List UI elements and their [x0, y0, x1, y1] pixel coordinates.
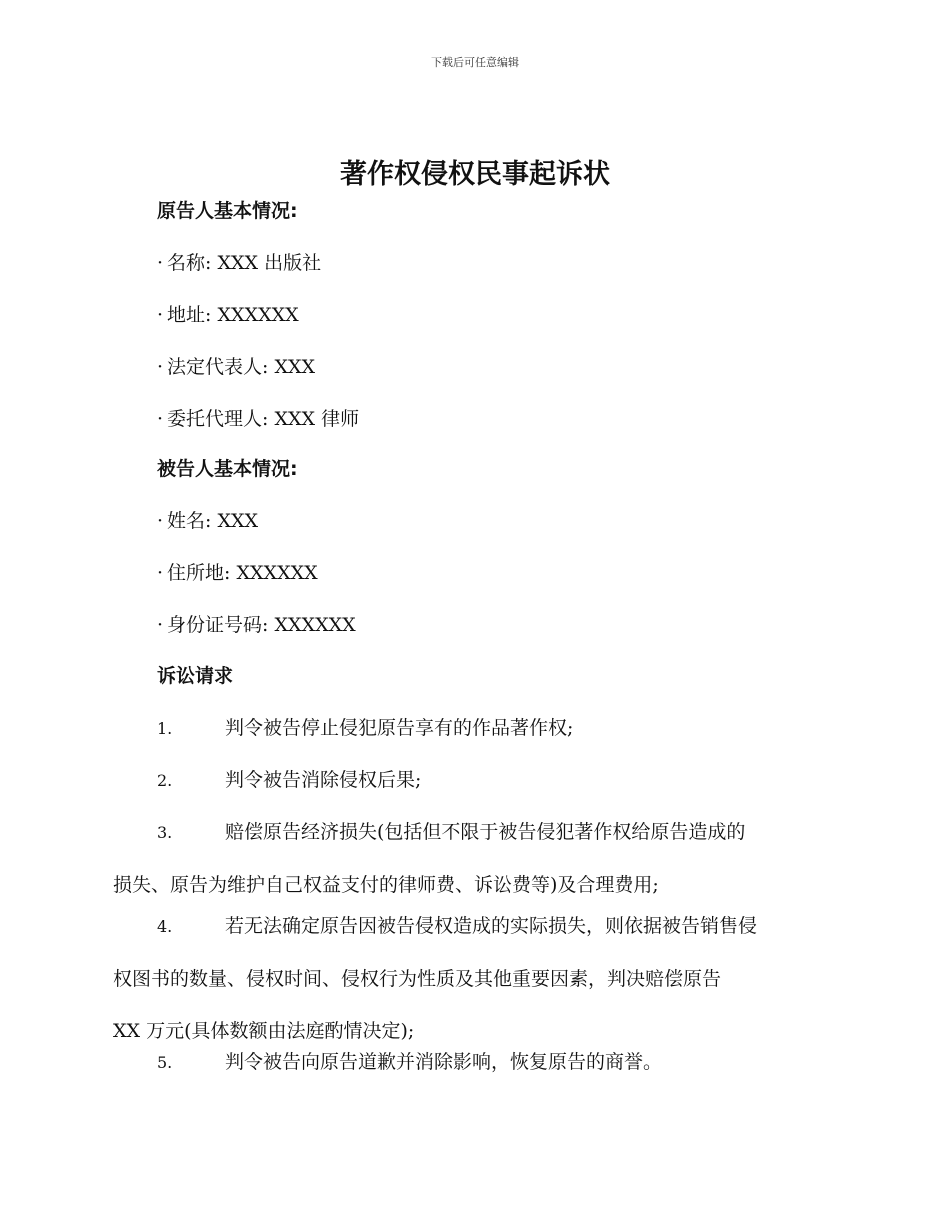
claim-item-1: [113, 715, 835, 742]
document-title: 著作权侵权民事起诉状: [340, 159, 610, 190]
claim-number: 1.: [157, 719, 173, 738]
plaintiff-address-text: 地址: XXXXXX: [167, 304, 299, 326]
claim-item-5: [113, 1049, 835, 1076]
claim-text: 赔偿原告经济损失(包括但不限于被告侵犯著作权给原告造成的: [225, 821, 746, 843]
defendant-residence: [157, 560, 318, 586]
bullet-mark: ·: [157, 304, 164, 326]
claims-heading: 诉讼请求: [157, 665, 234, 687]
claim-text-continuation: 损失、原告为维护自己权益支付的律师费、诉讼费等)及合理费用;: [113, 874, 659, 896]
plaintiff-legal-rep: [157, 354, 315, 380]
claim-text-continuation: XX 万元(具体数额由法庭酌情决定);: [113, 1020, 415, 1042]
claim-item-2: [113, 767, 835, 794]
bullet-mark: ·: [157, 252, 164, 274]
claim-text-continuation: 权图书的数量、侵权时间、侵权行为性质及其他重要因素，判决赔偿原告: [113, 968, 722, 990]
claim-text: 判令被告停止侵犯原告享有的作品著作权;: [225, 717, 574, 739]
defendant-residence-text: 住所地: XXXXXX: [167, 562, 318, 584]
claim-number: 3.: [157, 823, 173, 842]
claim-text: 判令被告消除侵权后果;: [225, 769, 422, 791]
plaintiff-agent-text: 委托代理人: XXX 律师: [167, 408, 360, 430]
plaintiff-agent: [157, 406, 359, 432]
defendant-id-number: [157, 612, 356, 638]
plaintiff-name-text: 名称: XXX 出版社: [167, 252, 322, 274]
plaintiff-heading: 原告人基本情况:: [157, 200, 298, 222]
claim-number: 4.: [157, 917, 173, 936]
claim-text: 判令被告向原告道歉并消除影响，恢复原告的商誉。: [225, 1051, 663, 1073]
claim-text: 若无法确定原告因被告侵权造成的实际损失，则依据被告销售侵: [225, 915, 758, 937]
bullet-mark: ·: [157, 510, 164, 532]
plaintiff-address: [157, 302, 299, 328]
bullet-mark: ·: [157, 356, 164, 378]
bullet-mark: ·: [157, 562, 164, 584]
plaintiff-legal-rep-text: 法定代表人: XXX: [167, 356, 316, 378]
claim-number: 2.: [157, 771, 173, 790]
defendant-name-text: 姓名: XXX: [167, 510, 259, 532]
bullet-mark: ·: [157, 408, 164, 430]
defendant-id-number-text: 身份证号码: XXXXXX: [167, 614, 356, 636]
defendant-name: [157, 508, 258, 534]
plaintiff-name: [157, 250, 321, 276]
bullet-mark: ·: [157, 614, 164, 636]
defendant-heading: 被告人基本情况:: [157, 458, 298, 480]
claim-item-3: [113, 819, 835, 898]
claim-item-4: [113, 913, 835, 1044]
claim-number: 5.: [157, 1053, 173, 1072]
header-note: 下载后可任意编辑: [431, 56, 519, 69]
